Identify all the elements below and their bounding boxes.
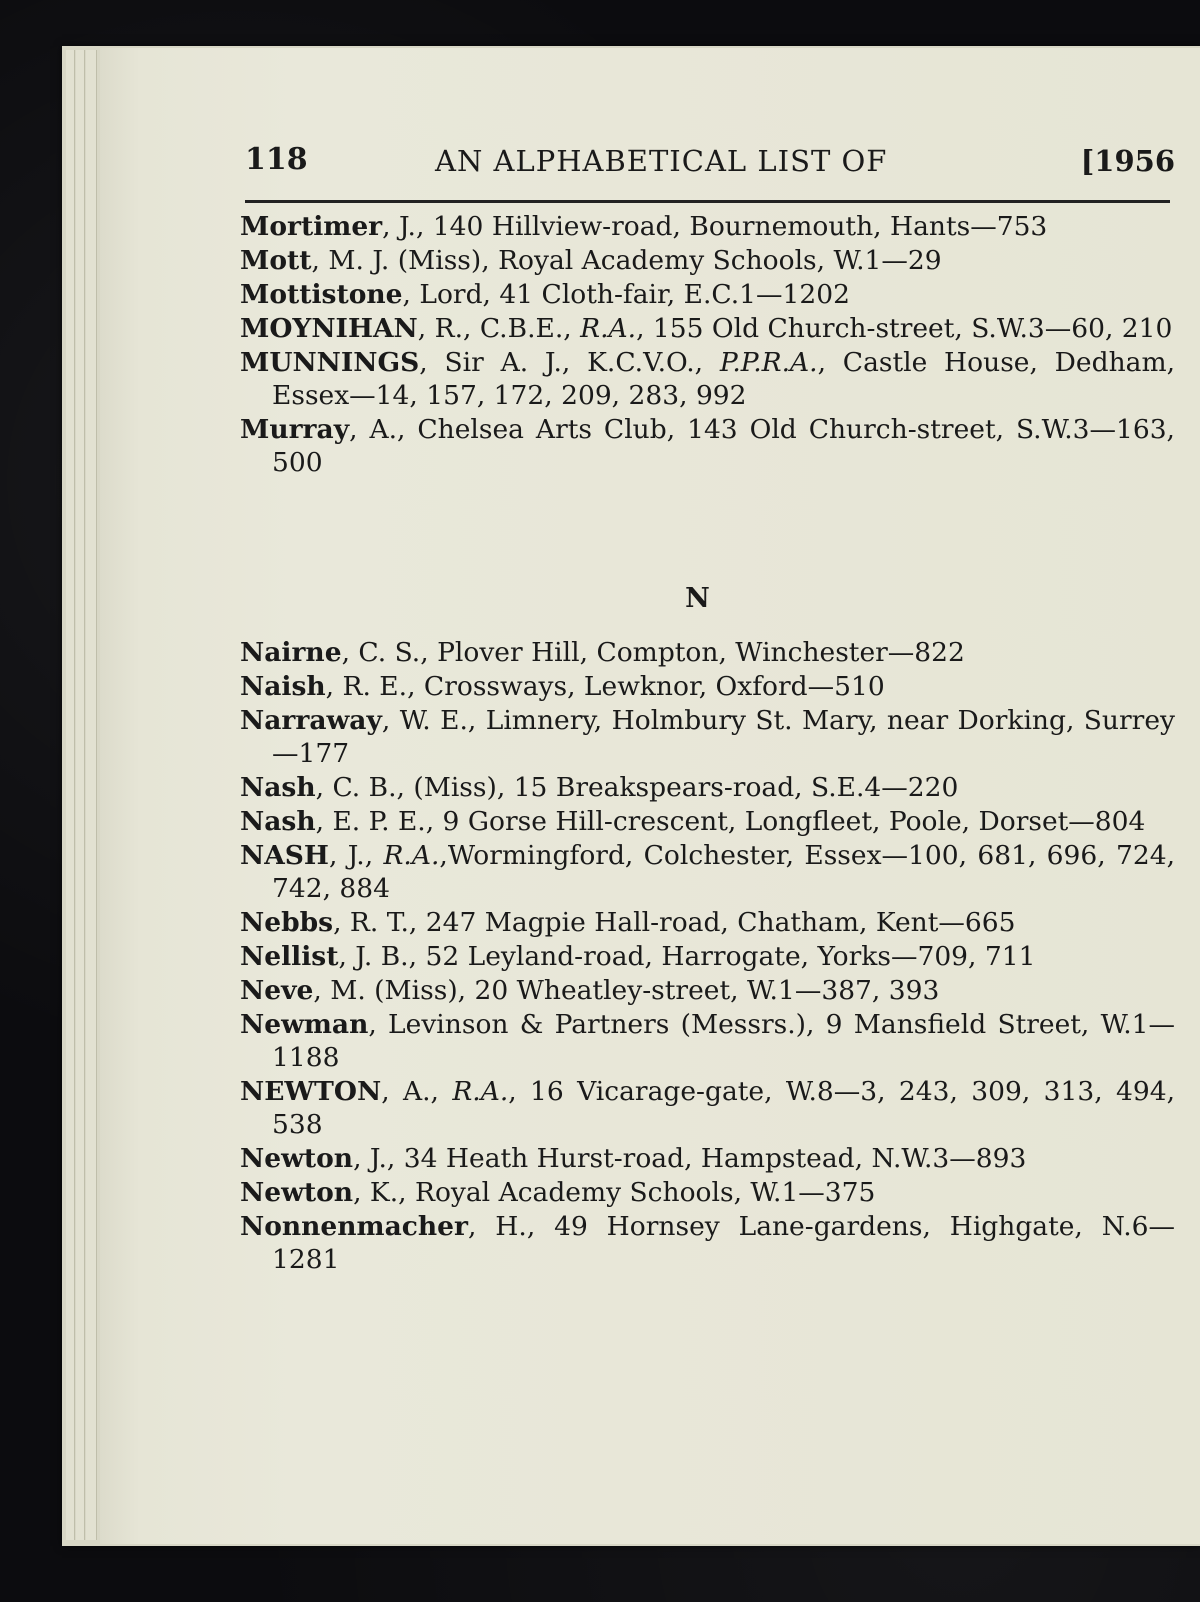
entry-text: , J., 34 Heath Hurst-road, Hampstead, N.W.3—893 xyxy=(353,1143,1027,1174)
entry-name: Nebbs xyxy=(240,907,334,938)
entry-name: MOYNIHAN xyxy=(240,313,418,344)
entry-text: , K., Royal Academy Schools, W.1—375 xyxy=(353,1177,876,1208)
entry-text: , J., xyxy=(328,840,384,871)
entry-honour: R.A. xyxy=(452,1076,509,1107)
entry-text: , A., xyxy=(381,1076,453,1107)
entry-text: , 155 Old Church-street, S.W.3—60, 210 xyxy=(636,313,1173,344)
list-entry xyxy=(240,413,1175,479)
list-entry xyxy=(240,312,1175,345)
list-entry xyxy=(240,771,1175,804)
list-entry xyxy=(240,805,1175,838)
running-year: [1956 xyxy=(1080,144,1175,178)
entry-honour: P.P.R.A. xyxy=(719,347,818,378)
entry-text: , Sir A. J., K.C.V.O., xyxy=(419,347,720,378)
list-entry xyxy=(240,906,1175,939)
entry-text: , J., 140 Hillview-road, Bournemouth, Hants—753 xyxy=(382,211,1048,242)
entry-name: Nairne xyxy=(240,637,342,668)
list-entry xyxy=(240,1210,1175,1276)
entry-name: Mortimer xyxy=(240,211,383,242)
entry-name: Nash xyxy=(240,806,316,837)
list-entry xyxy=(240,210,1175,243)
entry-text: , R. T., 247 Magpie Hall-road, Chatham, Kent—665 xyxy=(333,907,1016,938)
list-entry xyxy=(240,1176,1175,1209)
entry-list-n xyxy=(240,636,1175,1277)
entry-name: Naish xyxy=(240,671,326,702)
entry-name: Neve xyxy=(240,975,314,1006)
entry-name: Mottistone xyxy=(240,279,403,310)
entry-list-m xyxy=(240,210,1175,480)
entry-text: , M. (Miss), 20 Wheatley-street, W.1—387, 393 xyxy=(313,975,940,1006)
list-entry xyxy=(240,974,1175,1007)
entry-name: Narraway xyxy=(240,705,382,736)
list-entry xyxy=(240,636,1175,669)
entry-text: , J. B., 52 Leyland-road, Harrogate, Yorks—709, 711 xyxy=(338,941,1036,972)
entry-name: Mott xyxy=(240,245,312,276)
list-entry xyxy=(240,839,1175,905)
entry-honour: R.A. xyxy=(383,840,440,871)
entry-text: , R. E., Crossways, Lewknor, Oxford—510 xyxy=(325,671,885,702)
entry-name: Newton xyxy=(240,1143,354,1174)
entry-name: NASH xyxy=(240,840,329,871)
book-page xyxy=(100,48,1200,1544)
entry-text: , C. S., Plover Hill, Compton, Winchester—822 xyxy=(341,637,965,668)
page-edge xyxy=(86,50,97,1540)
entry-name: Nellist xyxy=(240,941,339,972)
entry-text: , E. P. E., 9 Gorse Hill-crescent, Longfleet, Poole, Dorset—804 xyxy=(315,806,1146,837)
entry-text: , M. J. (Miss), Royal Academy Schools, W.1—29 xyxy=(311,245,942,276)
list-entry xyxy=(240,346,1175,412)
page-number: 118 xyxy=(245,142,308,177)
entry-name: NEWTON xyxy=(240,1076,382,1107)
entry-honour: R.A. xyxy=(580,313,637,344)
entry-text: , C. B., (Miss), 15 Breakspears-road, S.E.4—220 xyxy=(315,772,959,803)
entry-text: , H., 49 Hornsey Lane-gardens, Highgate, N.6—1281 xyxy=(272,1211,1175,1275)
list-entry xyxy=(240,704,1175,770)
entry-text: , A., Chelsea Arts Club, 143 Old Church-street, S.W.3—163, 500 xyxy=(272,414,1175,478)
entry-text: , Lord, 41 Cloth-fair, E.C.1—1202 xyxy=(402,279,850,310)
entry-text: , W. E., Limnery, Holmbury St. Mary, near Dorking, Surrey—177 xyxy=(272,705,1175,769)
entry-text: ,Wormingford, Colchester, Essex—100, 681, 696, 724, 742, 884 xyxy=(272,840,1176,904)
page-edge xyxy=(66,50,75,1540)
entry-text: , Castle House, Dedham, Essex—14, 157, 172, 209, 283, 992 xyxy=(272,347,1175,411)
list-entry xyxy=(240,940,1175,973)
entry-text: , R., C.B.E., xyxy=(417,313,581,344)
list-entry xyxy=(240,670,1175,703)
list-entry xyxy=(240,244,1175,277)
header-rule xyxy=(245,200,1170,203)
entry-name: MUNNINGS xyxy=(240,347,420,378)
list-entry xyxy=(240,1008,1175,1074)
page-edge xyxy=(76,50,85,1540)
entry-name: Nash xyxy=(240,772,316,803)
section-letter: N xyxy=(685,583,710,614)
running-title: AN ALPHABETICAL LIST OF xyxy=(435,144,888,178)
list-entry xyxy=(240,1075,1175,1141)
entry-name: Newman xyxy=(240,1009,369,1040)
list-entry xyxy=(240,1142,1175,1175)
entry-name: Murray xyxy=(240,414,350,445)
entry-name: Newton xyxy=(240,1177,354,1208)
running-head xyxy=(245,142,1175,182)
entry-text: , Levinson & Partners (Messrs.), 9 Mansfield Street, W.1—1188 xyxy=(272,1009,1175,1073)
entry-name: Nonnenmacher xyxy=(240,1211,468,1242)
entry-text: , 16 Vicarage-gate, W.8—3, 243, 309, 313, 494, 538 xyxy=(272,1076,1175,1140)
list-entry xyxy=(240,278,1175,311)
